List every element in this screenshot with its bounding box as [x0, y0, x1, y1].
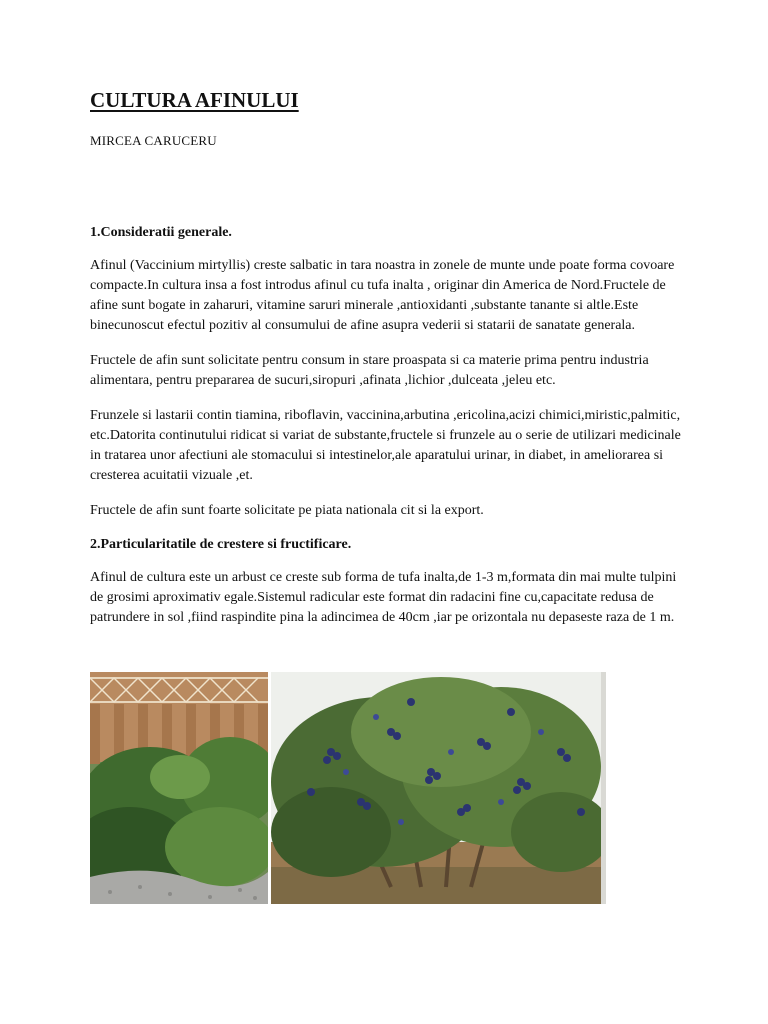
blueberry-bush-fence-photo — [90, 672, 268, 904]
paragraph: Fructele de afin sunt solicitate pentru consum in stare proaspata si ca materie prima pentru industria alimentara, pentru prepararea de sucuri,siropuri ,afinata ,lichior ,dulceata ,jeleu etc. — [90, 353, 649, 388]
paragraph: Afinul de cultura este un arbust ce creste sub forma de tufa inalta,de 1-3 m,formata din mai multe tulpini de grosimi aproximativ egale.Sistemul radicular este format din radacini fine cu,capacitate redusa de patrundere in sol ,fiind raspindite pina la adincimea de 40cm ,iar pe orizontala nu depaseste raza de 1 m. — [90, 570, 677, 625]
document-body — [90, 224, 690, 643]
section-heading: 1.Consideratii generale. — [90, 225, 232, 240]
paragraph: Afinul (Vaccinium mirtyllis) creste salbatic in tara noastra in zonele de munte unde poate forma covoare compacte.In cultura insa a fost introdus afinul cu tufa inalta , originar din America de Nord.Fructele de afine sunt bogate in zaharuri, vitamine saruri minerale ,antioxidanti ,substante tanante si altle.Este binecunoscut efectul pozitiv al consumului de afine asupra vederii si statarii de sanatate generala. — [90, 258, 675, 333]
paragraph: Fructele de afin sunt foarte solicitate pe piata nationala cit si la export. — [90, 503, 484, 518]
section-heading: 2.Particularitatile de crestere si fructificare. — [90, 537, 352, 552]
blueberry-bush-fruit-photo — [271, 672, 606, 904]
paragraph: Frunzele si lastarii contin tiamina, riboflavin, vaccinina,arbutina ,ericolina,acizi chimici,miristic,palmitic, etc.Datorita continutului ridicat si variat de substante,fructele si frunzele au o serie de utilizari medicinale in tratarea unor afectiuni ale stomacului si intestinelor,ale aparatului urinar, in diabet, in ameliorarea si cresterea acuitatii vizuale ,et. — [90, 408, 681, 483]
document-author: MIRCEA CARUCERU — [90, 133, 217, 148]
photo-strip — [90, 672, 606, 904]
document-title: CULTURA AFINULUI — [90, 88, 299, 112]
